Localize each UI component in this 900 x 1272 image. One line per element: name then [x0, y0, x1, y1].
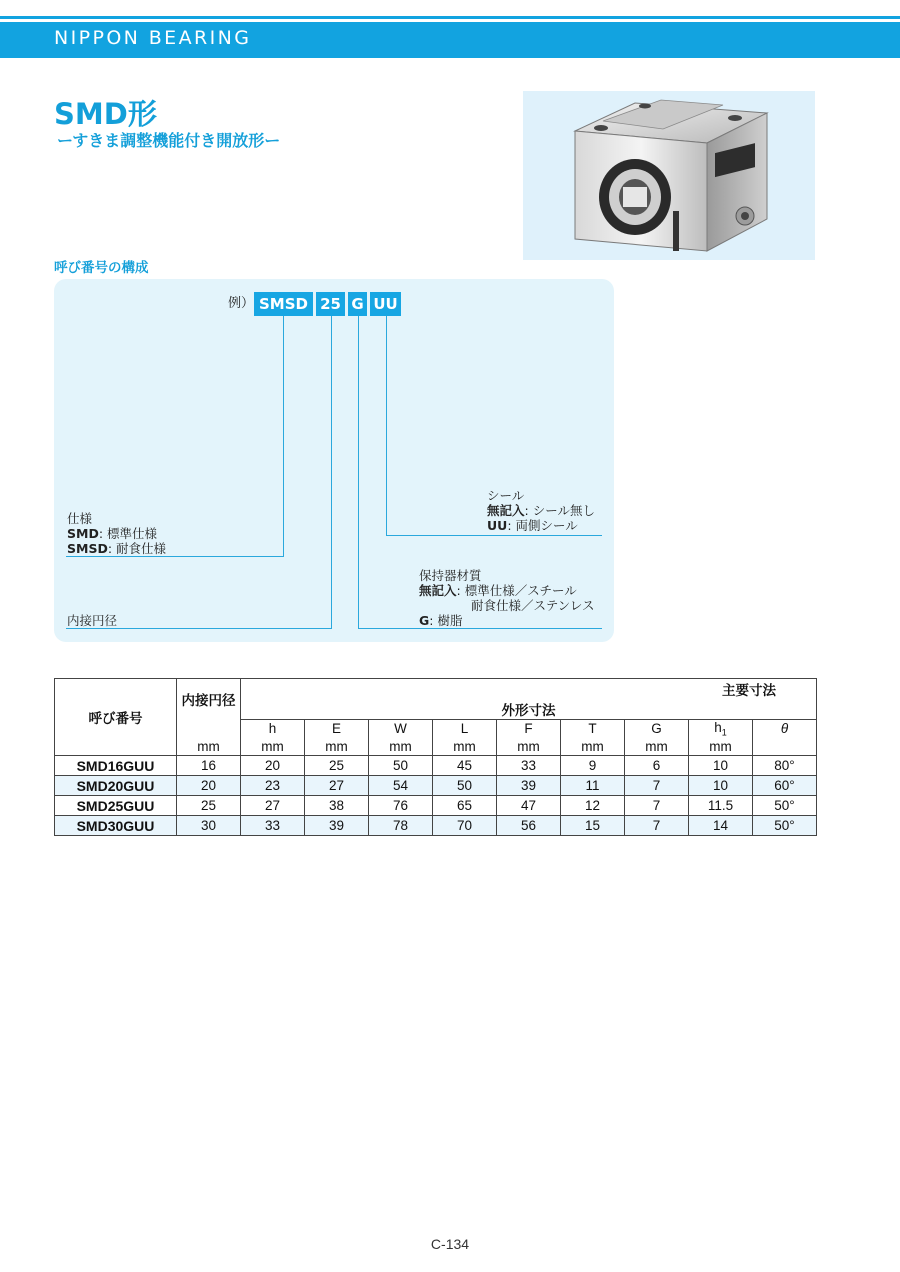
bearing-block-image: [523, 91, 815, 260]
code-spec: SMSD: [254, 292, 313, 316]
cell: 33: [241, 816, 305, 836]
col-header-bore: 内接円径: [177, 679, 241, 720]
unit: mm: [625, 738, 689, 756]
cell: 25: [177, 796, 241, 816]
cell: 15: [561, 816, 625, 836]
header-top-rule: [0, 16, 900, 19]
unit-theta: [753, 738, 817, 756]
table-row: [55, 796, 817, 816]
cell: 6: [625, 756, 689, 776]
cell: 80°: [753, 756, 817, 776]
unit: mm: [305, 738, 369, 756]
col-symbol: θ: [753, 720, 817, 738]
cell: 9: [561, 756, 625, 776]
spec-heading: 仕様: [67, 511, 93, 526]
cell: 76: [369, 796, 433, 816]
cell: 39: [497, 776, 561, 796]
cell: 27: [305, 776, 369, 796]
cell: 54: [369, 776, 433, 796]
seal-heading: シール: [487, 488, 525, 503]
connector-seal-h: [386, 535, 602, 536]
model-cell: SMD30GUU: [55, 816, 177, 836]
cell: 50: [433, 776, 497, 796]
cell: 33: [497, 756, 561, 776]
cell: 50°: [753, 816, 817, 836]
col-symbol: W: [369, 720, 433, 738]
unit: mm: [689, 738, 753, 756]
unit: mm: [561, 738, 625, 756]
cell: 50: [369, 756, 433, 776]
unit: mm: [177, 738, 241, 756]
unit: mm: [369, 738, 433, 756]
col-symbol: h: [241, 720, 305, 738]
seal-line: 無記入: シール無し: [487, 503, 595, 518]
retainer-line: 無記入: 標準仕様／スチール: [419, 583, 577, 598]
example-label: 例）: [228, 296, 255, 311]
col-symbol: T: [561, 720, 625, 738]
cell: 65: [433, 796, 497, 816]
col-header-outer-dimensions: 外形寸法: [241, 699, 817, 720]
connector-retainer-v: [358, 316, 359, 629]
cell: 20: [241, 756, 305, 776]
code-retainer: G: [348, 292, 367, 316]
connector-spec-v: [283, 316, 284, 556]
cell: 16: [177, 756, 241, 776]
cell: 12: [561, 796, 625, 816]
spec-line: SMD: 標準仕様: [67, 526, 158, 541]
model-cell: SMD25GUU: [55, 796, 177, 816]
col-symbol: G: [625, 720, 689, 738]
col-symbol: E: [305, 720, 369, 738]
spec-line: SMSD: 耐食仕様: [67, 541, 167, 556]
table-row: [55, 756, 817, 776]
retainer-line: 耐食仕様／ステンレス: [471, 598, 595, 613]
product-photo: [523, 91, 815, 260]
cell: 38: [305, 796, 369, 816]
page-title: SMD形: [54, 97, 157, 131]
unit: mm: [241, 738, 305, 756]
page-subtitle: ーすきま調整機能付き開放形ー: [57, 131, 281, 150]
dimension-table: [54, 678, 817, 836]
cell: 20: [177, 776, 241, 796]
cell: 47: [497, 796, 561, 816]
retainer-line: G: 樹脂: [419, 613, 463, 628]
connector-retainer-h: [358, 628, 602, 629]
table-row: [55, 816, 817, 836]
code-bore: 25: [316, 292, 345, 316]
cell: 25: [305, 756, 369, 776]
col-header-part-number: 呼び番号: [55, 679, 177, 756]
col-symbol: L: [433, 720, 497, 738]
cell: 7: [625, 816, 689, 836]
table-row: [55, 776, 817, 796]
cell: 14: [689, 816, 753, 836]
col-header-main-dimensions: 主要寸法: [241, 679, 817, 700]
bore-heading: 内接円径: [67, 613, 118, 628]
cell: 56: [497, 816, 561, 836]
connector-seal-v: [386, 316, 387, 536]
cell: 60°: [753, 776, 817, 796]
unit: mm: [433, 738, 497, 756]
section-title-designation: 呼び番号の構成: [54, 260, 149, 276]
brand-logo: NIPPON BEARING: [54, 27, 252, 49]
cell: 10: [689, 776, 753, 796]
retainer-heading: 保持器材質: [419, 568, 482, 583]
cell: 7: [625, 796, 689, 816]
cell: 7: [625, 776, 689, 796]
col-header-bore-symbol: [177, 720, 241, 738]
col-symbol-h1: $h_1$: [689, 720, 753, 738]
cell: 11.5: [689, 796, 753, 816]
page-number: C-134: [430, 1236, 470, 1252]
cell: 39: [305, 816, 369, 836]
model-cell: SMD16GUU: [55, 756, 177, 776]
model-cell: SMD20GUU: [55, 776, 177, 796]
cell: 70: [433, 816, 497, 836]
code-seal: UU: [370, 292, 401, 316]
col-symbol: F: [497, 720, 561, 738]
seal-line: UU: 両側シール: [487, 518, 578, 533]
header-bar: [0, 22, 900, 58]
unit: mm: [497, 738, 561, 756]
cell: 27: [241, 796, 305, 816]
cell: 78: [369, 816, 433, 836]
cell: 50°: [753, 796, 817, 816]
cell: 30: [177, 816, 241, 836]
connector-bore-v: [331, 316, 332, 629]
connector-spec-h: [66, 556, 284, 557]
cell: 10: [689, 756, 753, 776]
cell: 11: [561, 776, 625, 796]
cell: 45: [433, 756, 497, 776]
cell: 23: [241, 776, 305, 796]
connector-bore-h: [66, 628, 332, 629]
